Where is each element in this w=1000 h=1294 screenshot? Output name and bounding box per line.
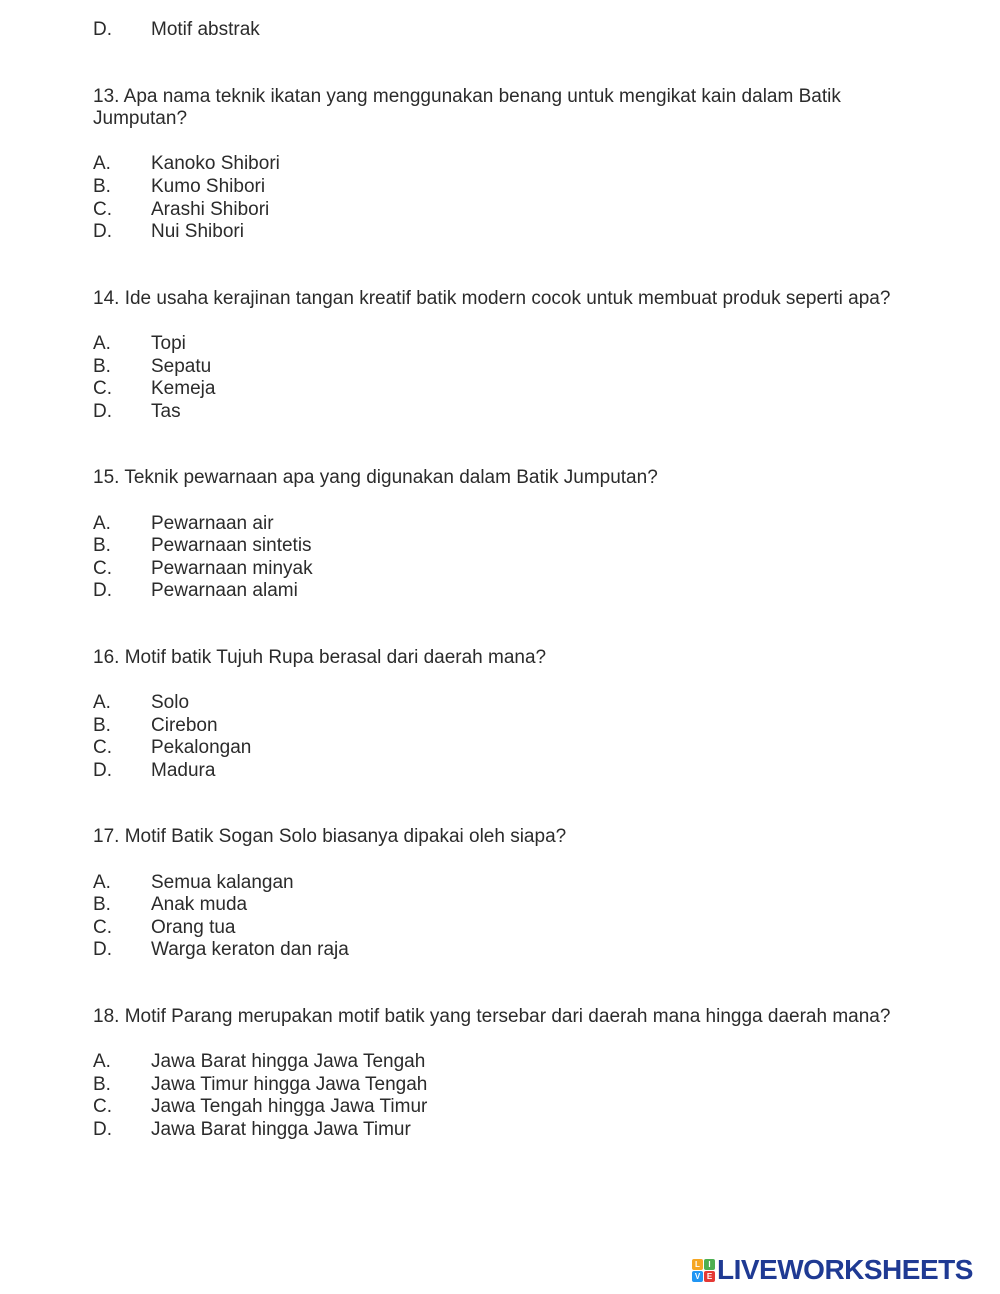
option-letter: D. [93,580,112,602]
question-block [93,647,893,783]
answer-option [93,894,893,917]
answer-option [93,760,893,783]
option-text: Solo [151,692,190,714]
option-letter: B. [93,535,111,557]
option-text: Pewarnaan minyak [151,557,313,579]
logo-text: LIVEWORKSHEETS [717,1254,973,1285]
question-block [93,1006,893,1142]
option-letter: C. [93,198,112,220]
answer-option [93,558,893,581]
answer-option [93,356,893,379]
option-text: Jawa Timur hingga Jawa Tengah [151,1073,428,1095]
option-text: Jawa Tengah hingga Jawa Timur [151,1096,428,1118]
option-letter: A. [93,692,111,714]
question-block [93,288,893,424]
option-text: Arashi Shibori [151,198,270,220]
option-letter: B. [93,894,111,916]
option-text: Nui Shibori [151,221,244,243]
option-text: Tas [151,400,181,422]
answer-option [93,737,893,760]
option-text: Semua kalangan [151,871,294,893]
option-text: Warga keraton dan raja [151,939,349,961]
option-text: Pewarnaan sintetis [151,535,312,557]
option-text: Anak muda [151,894,248,916]
option-text: Pewarnaan alami [151,580,298,602]
question-text: 17. Motif Batik Sogan Solo biasanya dipakai oleh siapa? [93,826,567,848]
option-text: Topi [151,332,186,354]
question-text: 16. Motif batik Tujuh Rupa berasal dari daerah mana? [93,646,547,668]
option-letter: A. [93,512,111,534]
option-letter: D. [93,221,112,243]
logo-tile: I [704,1259,715,1270]
question-block [93,467,893,603]
worksheet-page [93,19,893,1142]
option-text: Jawa Barat hingga Jawa Tengah [151,1051,426,1073]
answer-option [93,692,893,715]
answer-option [93,715,893,738]
answer-option [93,1051,893,1074]
answer-option [93,333,893,356]
answer-option [93,378,893,401]
answer-option [93,872,893,895]
option-letter: D. [93,759,112,781]
answer-option [93,401,893,424]
liveworksheets-logo [692,1255,973,1285]
option-letter: D. [93,19,112,40]
option-letter: B. [93,1073,111,1095]
answer-option [93,535,893,558]
logo-tile: V [692,1271,703,1282]
answer-option [93,199,893,222]
option-letter: B. [93,355,111,377]
option-letter: A. [93,332,111,354]
option-letter: C. [93,557,112,579]
option-d-q12 [93,19,893,42]
question-list [93,86,893,1142]
option-letter: C. [93,378,112,400]
question-text: 13. Apa nama teknik ikatan yang menggunakan benang untuk mengikat kain dalam Batik Jumputan? [93,85,841,130]
option-letter: C. [93,1096,112,1118]
option-letter: D. [93,1118,112,1140]
answer-option [93,153,893,176]
option-text: Kanoko Shibori [151,153,280,175]
question-block [93,86,893,244]
option-letter: C. [93,916,112,938]
answer-option [93,1096,893,1119]
option-letter: B. [93,714,111,736]
answer-option [93,221,893,244]
option-text: Kumo Shibori [151,175,266,197]
option-text: Kemeja [151,378,216,400]
option-text: Orang tua [151,916,236,938]
answer-option [93,1119,893,1142]
question-text: 15. Teknik pewarnaan apa yang digunakan dalam Batik Jumputan? [93,467,658,489]
option-letter: A. [93,1051,111,1073]
option-letter: D. [93,400,112,422]
option-text: Jawa Barat hingga Jawa Timur [151,1118,411,1140]
question-text: 14. Ide usaha kerajinan tangan kreatif batik modern cocok untuk membuat produk seperti apa? [93,287,891,309]
option-text: Pekalongan [151,737,252,759]
question-text: 18. Motif Parang merupakan motif batik yang tersebar dari daerah mana hingga daerah mana? [93,1006,891,1027]
option-letter: D. [93,939,112,961]
option-letter: A. [93,153,111,175]
option-letter: C. [93,737,112,759]
logo-mark-icon [692,1259,715,1282]
answer-option [93,939,893,962]
answer-option [93,1074,893,1097]
option-letter: A. [93,871,111,893]
question-block [93,826,893,962]
answer-option [93,917,893,940]
option-text: Pewarnaan air [151,512,274,534]
option-text: Motif abstrak [151,19,260,40]
option-text: Madura [151,759,216,781]
option-letter: B. [93,175,111,197]
option-text: Cirebon [151,714,218,736]
answer-option [93,176,893,199]
answer-option [93,513,893,536]
logo-tile: E [704,1271,715,1282]
answer-option [93,580,893,603]
option-text: Sepatu [151,355,212,377]
logo-tile: L [692,1259,703,1270]
